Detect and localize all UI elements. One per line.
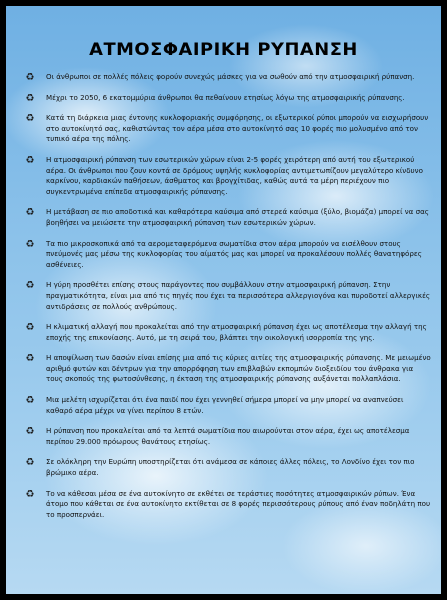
list-item — [24, 322, 431, 343]
fact-text: Σε ολόκληρη την Ευρώπη υποστηρίζεται ότι ανάμεσα σε κάποιες άλλες πόλεις, το Λονδίνο έχει τον πιο βρώμικο αέρα. — [46, 457, 415, 478]
recycle-icon: ♻ — [25, 353, 35, 365]
fact-text: Η κλιματική αλλαγή που προκαλείται από την ατμοσφαιρική ρύπανση έχει ως αποτέλεσμα την αλλαγή της εποχής της επικονίασης. Αυτό, με τη σειρά του, βλάπτει την οικολογική ισορροπία της γης. — [46, 322, 427, 342]
fact-text: Η αποψίλωση των δασών είναι επίσης μια από τις κύριες αιτίες της ατμοσφαιρικής ρύπανσης. Με μειωμένο αριθμό φυτών και δέντρων για την απορρόφηση των επιβλαβών εκπομπών διοξειδίου του άνθρακα για τους σκοπούς της φωτοσύνθεσης, η έκταση της ατμοσφαιρικής ρύπανσης αυξάνεται πολλαπλάσια. — [46, 353, 431, 384]
list-item — [24, 353, 431, 385]
list-item — [24, 113, 431, 145]
list-item — [24, 155, 431, 197]
fact-text: Η μετάβαση σε πιο αποδοτικά και καθαρότερα καύσιμα από στερεά καύσιμα (ξύλο, βιομάζα) μπορεί να σας βοηθήσει να μειώσετε την ατμοσφαιρική ρύπανση των εσωτερικών χώρων. — [46, 207, 429, 227]
fact-text: Η ρύπανση που προκαλείται από τα λεπτά σωματίδια που αιωρούνται στον αέρα, έχει ως αποτέλεσμα περίπου 29.000 πρόωρους θανάτους ετησίως. — [46, 426, 410, 446]
recycle-icon: ♻ — [25, 457, 35, 469]
list-item — [24, 426, 431, 447]
recycle-icon: ♻ — [25, 92, 35, 104]
recycle-icon: ♻ — [25, 395, 35, 407]
fact-text: Οι άνθρωποι σε πολλές πόλεις φορούν συνεχώς μάσκες για να σωθούν από την ατμοσφαιρική ρύπανση. — [46, 72, 415, 81]
fact-text: Μέχρι το 2050, 6 εκατομμύρια άνθρωποι θα πεθαίνουν ετησίως λόγω της ατμοσφαιρικής ρύπανσης. — [46, 92, 405, 102]
list-item — [24, 207, 431, 228]
recycle-icon: ♻ — [25, 72, 35, 83]
fact-text: Το να κάθεσαι μέσα σε ένα αυτοκίνητο σε εκθέτει σε τεράστιες ποσότητες ατμοσφαιρικών ρύπων. Ένα άτομο που κάθεται σε ένα αυτοκίνητο εκτίθεται σε 8 φορές περισσότερους ρύπους από έναν ποδηλάτη που το προσπερνάει. — [46, 488, 431, 519]
recycle-icon: ♻ — [25, 207, 35, 219]
fact-text: Τα πιο μικροσκοπικά από τα αερομεταφερόμενα σωματίδια στον αέρα μπορούν να εισέλθουν στους πνεύμονές μας μέσω της κυκλοφορίας του αίματός μας και μπορεί να προκαλέσουν πολλές θανατηφόρες ασθένειες. — [46, 238, 422, 269]
list-item — [24, 239, 431, 271]
list-item — [24, 395, 431, 416]
fact-text: Μια μελέτη ισχυρίζεται ότι ένα παιδί που έχει γεννηθεί σήμερα μπορεί να μην μπορεί να αναπνεύσει καθαρό αέρα μέχρι να γίνει περίπου 8 ετών. — [46, 395, 404, 415]
fact-text: Η γύρη προσθέτει επίσης στους παράγοντες που συμβάλλουν στην ατμοσφαιρική ρύπανση. Στην πραγματικότητα, είναι μια από τις πηγές που έχει τα περισσότερα αλλεργιογόνα και πυροδοτεί αλλεργικές αντιδράσεις σε πολλούς ανθρώπους. — [46, 280, 431, 311]
fact-list — [6, 72, 441, 520]
poster — [6, 6, 441, 594]
recycle-icon: ♻ — [25, 280, 35, 292]
recycle-icon: ♻ — [25, 113, 35, 125]
recycle-icon: ♻ — [25, 154, 35, 166]
list-item — [24, 93, 431, 104]
fact-text: Κατά τη διάρκεια μιας έντονης κυκλοφοριακής συμφόρησης, οι εξωτερικοί ρύποι μπορούν να εισχωρήσουν στο αυτοκίνητό σας, καθιστώντας τον αέρα μέσα στο αυτοκίνητό σας 10 φορές πιο μολυσμένο από τον τυπικό αέρα της πόλης. — [46, 113, 429, 144]
recycle-icon: ♻ — [25, 238, 35, 250]
recycle-icon: ♻ — [25, 426, 35, 438]
fact-text: Η ατμοσφαιρική ρύπανση των εσωτερικών χώρων είναι 2-5 φορές χειρότερη από αυτή του εξωτερικού αέρα. Οι άνθρωποι που ζουν κοντά σε δρόμους υψηλής κυκλοφορίας αντιμετωπίζουν μεγαλύτερο κίνδυνο καρκίνου, καρδιακών παθήσεων, άσθματος και βρογχίτιδας, καθώς αυτά τα μέρη περιέχουν πιο συγκεντρωμένα επίπεδα ατμοσφαιρικής ρύπανσης. — [46, 154, 423, 196]
list-item — [24, 457, 431, 478]
list-item — [24, 280, 431, 312]
poster-title: ΑΤΜΟΣΦΑΙΡΙΚΗ ΡΥΠΑΝΣΗ — [89, 40, 358, 60]
recycle-icon: ♻ — [25, 322, 35, 334]
list-item — [24, 489, 431, 521]
list-item — [24, 72, 431, 83]
recycle-icon: ♻ — [25, 488, 35, 500]
